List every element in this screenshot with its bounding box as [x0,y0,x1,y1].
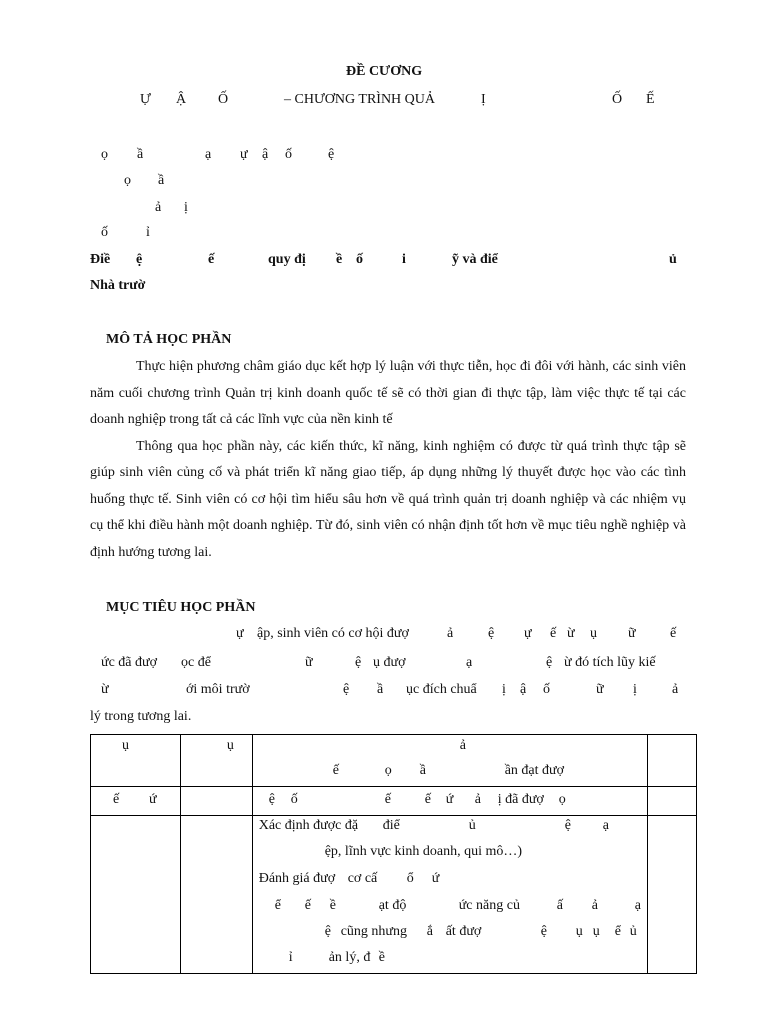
table-header-cell [648,735,697,787]
table-cell-text: ể [614,924,621,939]
subtitle-fragment: Ậ [176,92,187,107]
objective-fragment: ừ [567,626,575,641]
objectives-table [90,734,697,974]
subtitle-main: – CHƯƠNG TRÌNH QUẢ [284,92,435,107]
objective-fragment: ữ [628,626,636,641]
table-cell-text: ề [329,898,336,913]
table-header-row [91,735,697,787]
objective-fragment: ạ [466,655,473,670]
objective-fragment: ữ [305,655,313,670]
objective-fragment: ự [236,626,244,641]
table-cell-text: ọ [558,792,566,807]
condition-fragment: ế [208,252,215,267]
condition-fragment: ố [356,252,363,267]
table-cell-text: ạ [602,818,609,833]
meta-fragment: ọ [124,173,131,188]
meta-fragment: ố [101,225,108,240]
condition-line-2: Nhà trườ [90,278,146,293]
table-header-text: ụ [122,738,129,753]
objective-fragment: ệ [343,682,350,697]
table-header-cell [180,735,252,787]
table-header-text: ần đạt đượ [504,763,565,778]
table-cell-text: ệ [324,924,331,939]
table-cell [252,787,647,816]
table-cell-text: ủ [468,818,476,833]
table-cell [180,816,252,974]
subtitle-fragment: Ự [140,92,151,107]
meta-fragment: ầ [158,173,165,188]
table-cell-text: ố [290,792,298,807]
objective-fragment: ừ đó tích lũy kiế [564,655,656,670]
condition-fragment: quy đị [268,252,306,267]
table-cell-text: ắ [426,924,433,939]
table-cell-text: ệ [564,818,571,833]
table-header-text: ọ [384,763,392,778]
objective-fragment: ị [502,682,506,697]
objective-fragment: ầ [377,682,384,697]
objective-fragment: ọc để [181,655,211,670]
objective-fragment: ế [670,626,677,641]
meta-fragment: ị [184,200,188,215]
table-cell-text: ả [474,792,481,807]
subtitle-fragment: Ị [481,92,486,107]
objective-fragment: ừ [101,682,109,697]
table-cell-text: ỉ [288,950,293,965]
table-header-text: ế [332,763,339,778]
objective-fragment: ệ [355,655,362,670]
condition-fragment: Điề [90,252,111,267]
table-cell-text: ủ [629,924,637,939]
table-cell-text: ứ [445,792,454,807]
condition-fragment: ỹ và điể [452,252,498,267]
table-cell-text: Đánh giá đượ [258,871,336,886]
table-cell-text: ức năng củ [458,898,520,913]
document-title: ĐỀ CƯƠNG [346,64,423,79]
table-cell-text: ụ [592,924,600,939]
objective-fragment: ố [543,682,550,697]
description-paragraph-2: Thông qua học phần này, các kiến thức, kĩ năng, kinh nghiệm có được từ quá trình thực tập sẽ giúp sinh viên củng cố và phát triển kĩ năng giao tiếp, áp dụng những lý thuyết được học vào các tình huống thực tế. Sinh viên có cơ hội tìm hiểu sâu hơn về quá trình quản trị doanh nghiệp và các nhiệm vụ cụ thể khi điều hành một doanh nghiệp. Từ đó, sinh viên có nhận định tốt hơn về mục tiêu nghề nghiệp và định hướng tương lai. [90,438,686,560]
description-paragraph-1: Thực hiện phương châm giáo dục kết hợp lý luận với thực tiễn, học đi đôi với hành, các sinh viên năm cuối chương trình Quản trị kinh doanh quốc tế sẽ có thời gian đi thực tập, làm việc thực tế tại các doanh nghiệp trong tất cả các lĩnh vực của nền kinh tế [90,359,686,427]
table-cell-text: ứ [149,792,157,807]
condition-fragment: ủ [669,252,677,267]
table-header-text: ả [459,738,466,753]
objective-fragment: ụ đượ [373,655,406,670]
meta-fragment: ả [155,200,162,215]
table-cell-text: ể [274,898,281,913]
table-cell [180,787,252,816]
objective-fragment: ả [672,682,679,697]
table-cell-text: ế [424,792,431,807]
meta-fragment: ệ [328,147,335,162]
table-cell [648,787,697,816]
objectives-line-4: lý trong tương lai. [90,709,192,724]
table-cell-text: ị đã đượ [497,792,544,807]
table-cell-text: ản lý, đ [328,950,371,965]
objective-fragment: ả [447,626,454,641]
table-cell [252,816,647,974]
objective-fragment: ức đã đượ [101,655,158,670]
table-cell-text: ế [384,792,391,807]
subtitle-fragment: Ế [646,92,655,107]
table-cell-text: cũng nhưng [340,924,408,939]
table-header-cell [91,735,181,787]
subtitle-fragment: Ố [218,92,229,107]
objective-fragment: ự [524,626,532,641]
meta-fragment: ọ [101,147,108,162]
table-cell-text: ệ [268,792,275,807]
section-heading-objectives: MỤC TIÊU HỌC PHẦN [106,600,256,615]
meta-fragment: ạ [205,147,212,162]
table-cell-text: ạ [634,898,641,913]
table-cell-text: cơ cấ [347,871,378,886]
objective-fragment: ữ [596,682,604,697]
table-header-cell [252,735,647,787]
condition-fragment: ề [336,252,343,267]
table-cell [648,816,697,974]
table-cell-text: ệ [540,924,547,939]
table-cell-text: ệp, lĩnh vực kinh doanh, qui mô…) [324,844,523,859]
condition-fragment: ệ [136,252,143,267]
table-cell-text: ả [591,898,598,913]
table-row [91,787,697,816]
objective-fragment: ụ [590,626,597,641]
section-heading-description: MÔ TẢ HỌC PHẦN [106,332,232,347]
table-cell [91,816,181,974]
table-cell-text: ất đượ [445,924,482,939]
meta-fragment: ậ [262,147,269,162]
objective-fragment: ế [550,626,557,641]
meta-fragment: ỉ [146,225,150,240]
table-header-text: ụ [226,738,234,753]
table-cell-text: ế [304,898,311,913]
meta-fragment: ố [285,147,292,162]
condition-fragment: i [402,252,406,267]
subtitle-fragment: Ố [612,92,623,107]
objective-fragment: ậ [520,682,527,697]
objective-fragment: ị [633,682,637,697]
meta-fragment: ầ [137,147,144,162]
table-cell-text: ạt độ [378,898,407,913]
table-cell-text: ổ [406,871,414,886]
objective-fragment: ập, sinh viên có cơ hội đượ [257,626,409,641]
objective-fragment: ục đích chuẩ [406,682,477,697]
objective-fragment: ệ [488,626,495,641]
objective-fragment: ới môi trườ [186,682,250,697]
table-cell-text: Xác định được đặ [258,818,359,833]
objective-fragment: ệ [546,655,553,670]
meta-fragment: ự [240,147,248,162]
table-cell-text: ế [113,792,120,807]
table-cell-text: ấ [556,898,563,913]
table-cell-text: ứ [431,871,440,886]
table-header-text: ầ [419,763,426,778]
table-cell-text: điể [382,818,400,833]
description-body [90,354,686,566]
table-row [91,816,697,974]
table-cell-text: ụ [575,924,583,939]
table-cell [91,787,181,816]
table-cell-text: ề [378,950,385,965]
